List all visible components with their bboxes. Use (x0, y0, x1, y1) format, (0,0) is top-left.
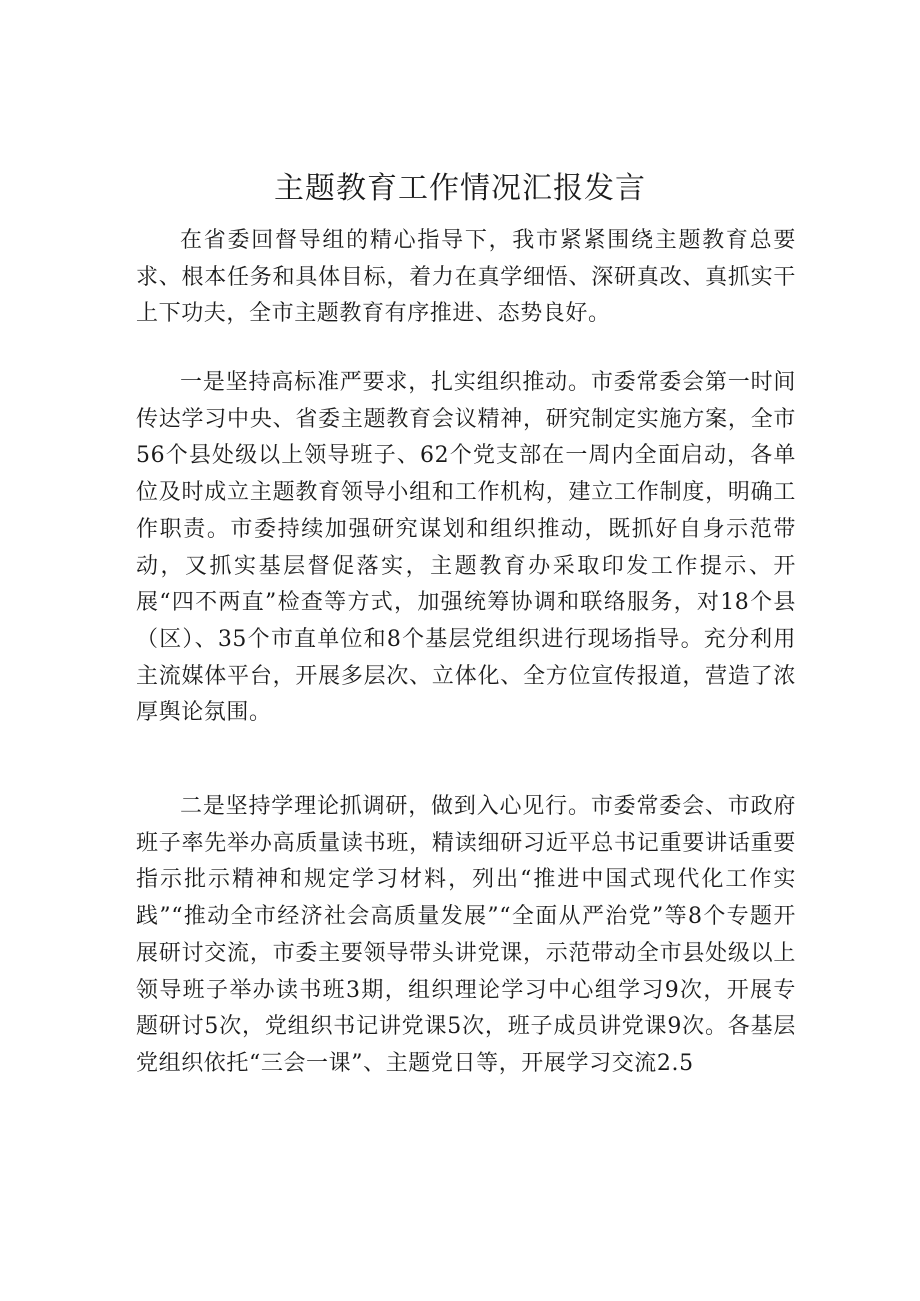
document-title: 主题教育工作情况汇报发言 (274, 171, 646, 206)
paragraph-section-two: 二是坚持学理论抓调研，做到入心见行。市委常委会、市政府班子率先举办高质量读书班，精读细研习近平总书记重要讲话重要指示批示精神和规定学习材料，列出“推进中国式现代化工作实践”“推动全市经济社会高质量发展”“全面从严治党”等8个专题开展研讨交流，市委主要领导带头讲党课，示范带动全市县处级以上领导班子举办读书班3期，组织理论学习中心组学习9次，开展专题研讨5次，党组织书记讲党课5次，班子成员讲党课9次。各基层党组织依托“三会一课”、主题党日等，开展学习交流2.5 (136, 794, 796, 1076)
paragraph-section-one: 一是坚持高标准严要求，扎实组织推动。市委常委会第一时间传达学习中央、省委主题教育会议精神，研究制定实施方案，全市56个县处级以上领导班子、62个党支部在一周内全面启动，各单位及时成立主题教育领导小组和工作机构，建立工作制度，明确工作职责。市委持续加强研究谋划和组织推动，既抓好自身示范带动，又抓实基层督促落实，主题教育办采取印发工作提示、开展“四不两直”检查等方式，加强统筹协调和联络服务，对18个县（区）、35个市直单位和8个基层党组织进行现场指导。充分利用主流媒体平台，开展多层次、立体化、全方位宣传报道，营造了浓厚舆论氛围。 (136, 370, 796, 726)
paragraph-intro: 在省委回督导组的精心指导下，我市紧紧围绕主题教育总要求、根本任务和具体目标，着力在真学细悟、深研真改、真抓实干上下功夫，全市主题教育有序推进、态势良好。 (136, 228, 796, 327)
